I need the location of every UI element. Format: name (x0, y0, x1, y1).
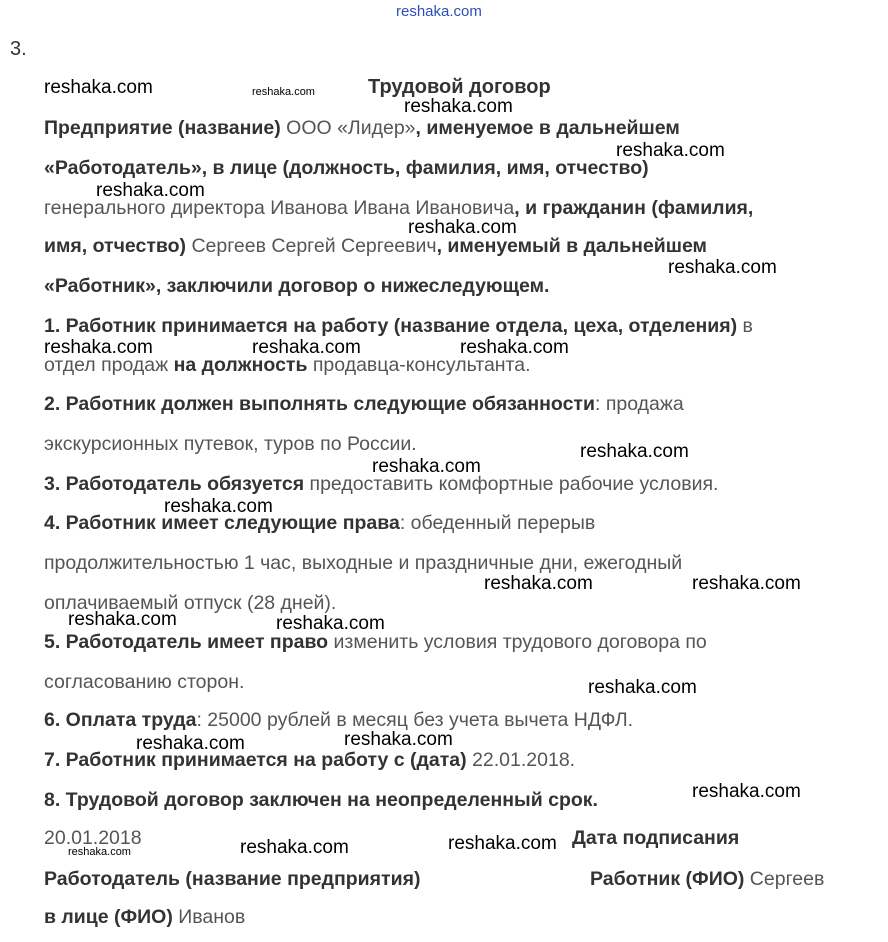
filled-text: продавца-консультанта. (307, 354, 531, 376)
contract-line (44, 748, 575, 772)
contract-line (44, 156, 649, 180)
bold-text: , именуемое в дальнейшем (415, 117, 680, 139)
watermark: reshaka.com (252, 86, 315, 98)
sign-date-label: Дата подписания (572, 827, 740, 849)
contract-line (44, 708, 633, 732)
filled-text: в (737, 315, 753, 337)
watermark: reshaka.com (484, 573, 593, 594)
contract-line (44, 551, 682, 575)
representative-line (44, 905, 245, 929)
watermark: reshaka.com (460, 337, 569, 358)
filled-text: генерального директора Иванова Ивана Ивановича (44, 197, 515, 219)
contract-line (44, 432, 417, 456)
document-title: Трудовой договор (368, 76, 551, 98)
bold-text: «Работник», заключили договор о нижеследующем. (44, 275, 550, 297)
contract-line (44, 670, 244, 694)
bold-text: Предприятие (название) (44, 117, 281, 139)
bold-text: «Работодатель», в лице (должность, фамилия, имя, отчество) (44, 157, 649, 179)
filled-text: ООО «Лидер» (280, 117, 416, 139)
bold-text: 3. Работодатель обязуется (44, 473, 305, 495)
watermark: reshaka.com (448, 833, 557, 854)
bold-text: 1. Работник принимается на работу (название отдела, цеха, отделения) (44, 315, 738, 337)
bold-text: 5. Работодатель имеет право (44, 631, 329, 653)
watermark: reshaka.com (692, 573, 801, 594)
employer-line (44, 867, 420, 891)
bold-text: на должность (173, 354, 308, 376)
filled-text: изменить условия трудового договора по (328, 631, 707, 653)
watermark: reshaka.com (408, 217, 517, 238)
watermark: reshaka.com (372, 456, 481, 477)
representative-name: Иванов (172, 906, 246, 928)
contract-line (44, 234, 707, 258)
watermark: reshaka.com (344, 729, 453, 750)
representative-label: в лице (ФИО) (44, 906, 173, 928)
filled-text: : 25000 рублей в месяц без учета вычета НДФЛ. (196, 709, 634, 731)
contract-line (44, 511, 595, 535)
filled-text: : продажа (594, 393, 684, 415)
filled-text: отдел продаж (44, 354, 174, 376)
contract-line (44, 392, 684, 416)
watermark: reshaka.com (96, 180, 205, 201)
watermark: reshaka.com (692, 781, 801, 802)
filled-text: : обеденный перерыв (399, 512, 596, 534)
bold-text: 6. Оплата труда (44, 709, 197, 731)
watermark: reshaka.com (396, 3, 482, 20)
bold-text: , и гражданин (фамилия, (514, 197, 754, 219)
employee-line (590, 867, 824, 891)
watermark: reshaka.com (252, 337, 361, 358)
sign-date: 20.01.2018 (44, 827, 142, 849)
filled-text: предоставить комфортные рабочие условия. (304, 473, 719, 495)
employer-label: Работодатель (название предприятия) (44, 868, 421, 890)
watermark: reshaka.com (136, 733, 245, 754)
contract-line (44, 274, 549, 298)
employee-label: Работник (ФИО) (590, 868, 745, 890)
watermark: reshaka.com (164, 496, 273, 517)
bold-text: 8. Трудовой договор заключен на неопределенный срок. (44, 789, 598, 811)
employee-name: Сергеев (744, 868, 825, 890)
filled-text: продолжительностью 1 час, выходные и праздничные дни, ежегодный (44, 552, 683, 574)
filled-text: Сергеев Сергей Сергеевич (186, 235, 437, 257)
watermark: reshaka.com (68, 609, 177, 630)
watermark: reshaka.com (44, 337, 153, 358)
filled-text: экскурсионных путевок, туров по России. (44, 433, 417, 455)
watermark: reshaka.com (580, 441, 689, 462)
bold-text: 2. Работник должен выполнять следующие обязанности (44, 393, 595, 415)
watermark: reshaka.com (68, 846, 131, 858)
task-number: 3. (10, 38, 27, 60)
watermark: reshaka.com (668, 257, 777, 278)
bold-text: имя, отчество) (44, 235, 187, 257)
contract-line (44, 788, 598, 812)
bold-text: , именуемый в дальнейшем (436, 235, 707, 257)
filled-text: оплачиваемый отпуск (28 дней). (44, 592, 337, 614)
watermark: reshaka.com (44, 77, 153, 98)
bold-text: 4. Работник имеет следующие права (44, 512, 400, 534)
watermark: reshaka.com (404, 96, 513, 117)
watermark: reshaka.com (616, 140, 725, 161)
watermark: reshaka.com (276, 613, 385, 634)
contract-line (44, 116, 680, 140)
watermark: reshaka.com (240, 837, 349, 858)
watermark: reshaka.com (588, 677, 697, 698)
bold-text: 7. Работник принимается на работу с (дата) (44, 749, 467, 771)
contract-line (44, 314, 753, 338)
filled-text: 22.01.2018. (466, 749, 576, 771)
filled-text: согласованию сторон. (44, 671, 245, 693)
